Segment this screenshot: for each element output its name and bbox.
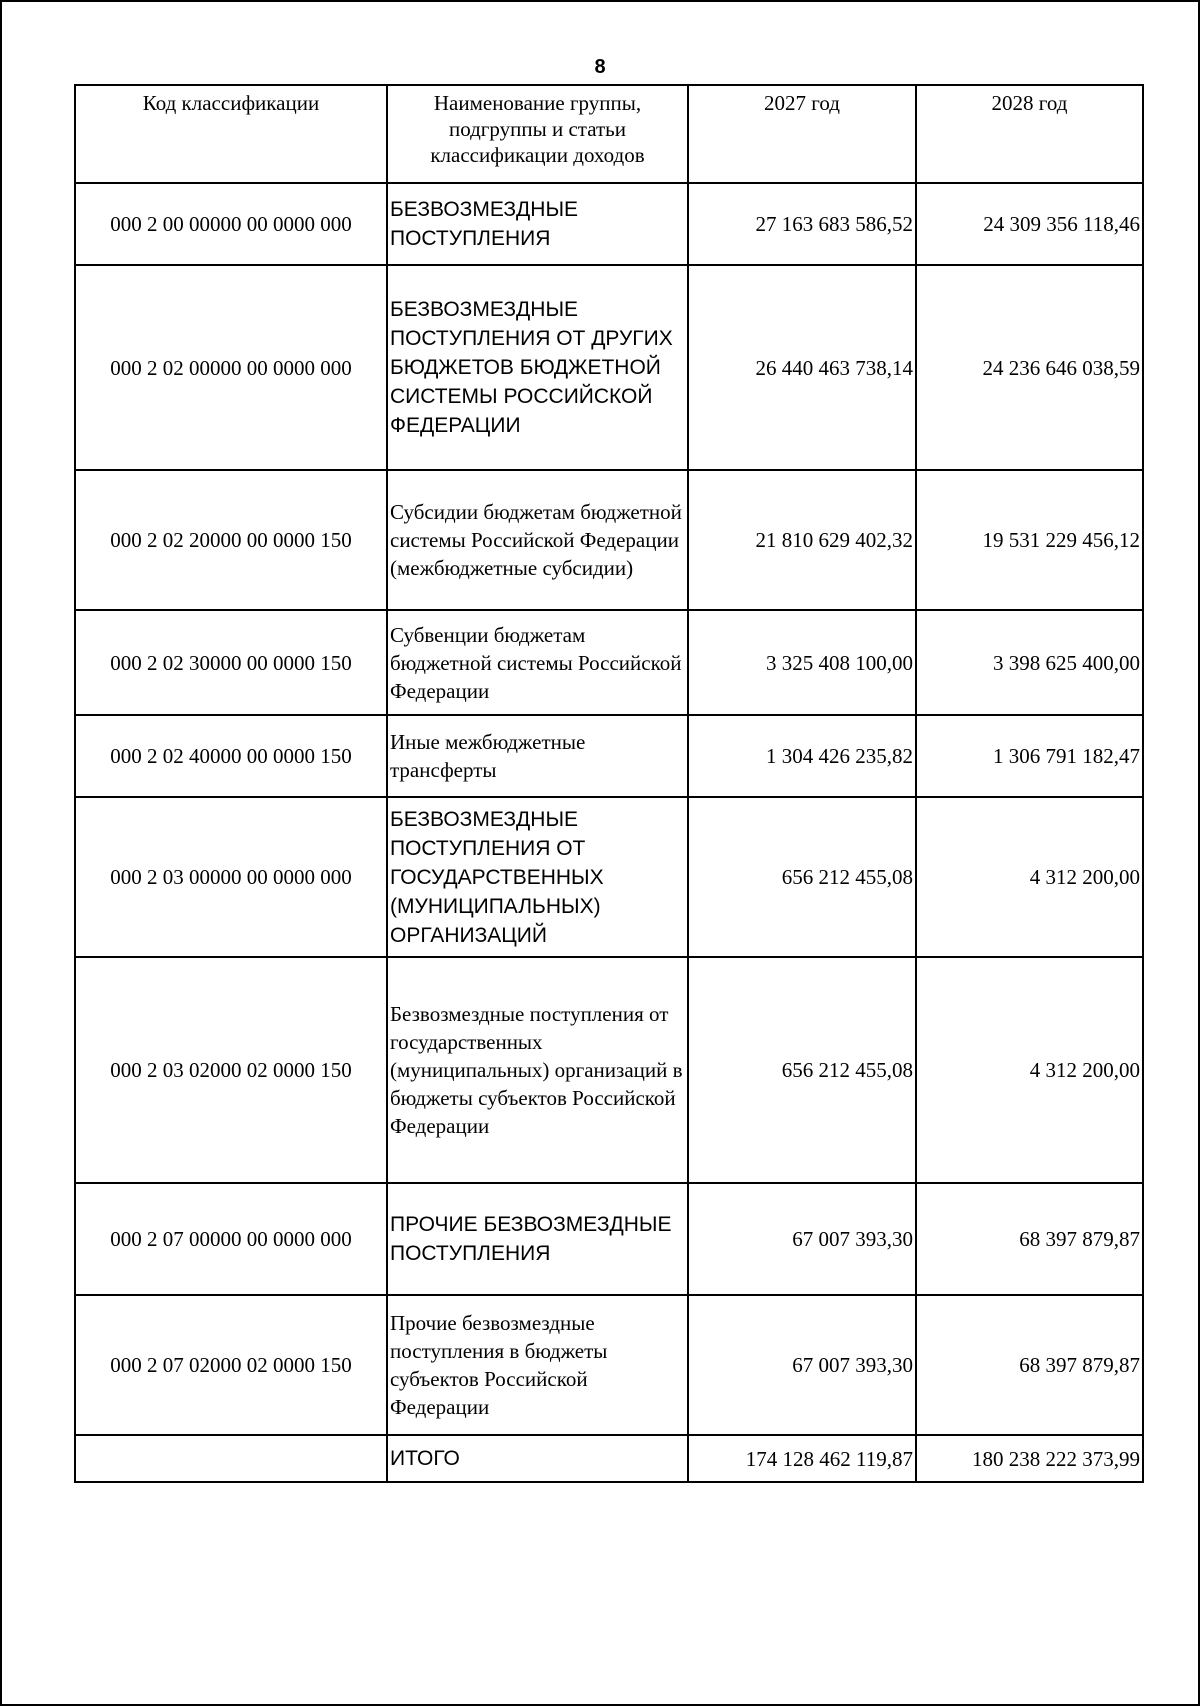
row-amount-2028: 3 398 625 400,00 xyxy=(916,610,1143,715)
row-amount-2027: 656 212 455,08 xyxy=(688,797,916,957)
row-name: Безвозмездные поступления от государственных (муниципальных) организаций в бюджеты субъектов Российской Федерации xyxy=(387,957,688,1183)
row-code: 000 2 02 30000 00 0000 150 xyxy=(75,610,387,715)
row-amount-2027: 26 440 463 738,14 xyxy=(688,265,916,470)
header-year-2028: 2028 год xyxy=(916,85,1143,183)
row-code: 000 2 02 20000 00 0000 150 xyxy=(75,470,387,610)
row-amount-2028: 4 312 200,00 xyxy=(916,797,1143,957)
table-header-row xyxy=(75,85,1143,183)
row-amount-2027: 3 325 408 100,00 xyxy=(688,610,916,715)
table-row xyxy=(75,470,1143,610)
revenue-table xyxy=(74,84,1144,1483)
total-amount-2028: 180 238 222 373,99 xyxy=(916,1435,1143,1482)
row-name: Прочие безвозмездные поступления в бюджеты субъектов Российской Федерации xyxy=(387,1295,688,1435)
row-code: 000 2 07 00000 00 0000 000 xyxy=(75,1183,387,1295)
row-amount-2027: 67 007 393,30 xyxy=(688,1183,916,1295)
row-amount-2027: 656 212 455,08 xyxy=(688,957,916,1183)
row-name: ПРОЧИЕ БЕЗВОЗМЕЗДНЫЕ ПОСТУПЛЕНИЯ xyxy=(387,1183,688,1295)
table-total-row xyxy=(75,1435,1143,1482)
row-amount-2028: 4 312 200,00 xyxy=(916,957,1143,1183)
table-row xyxy=(75,265,1143,470)
row-name: Субвенции бюджетам бюджетной системы Российской Федерации xyxy=(387,610,688,715)
total-code xyxy=(75,1435,387,1482)
header-year-2027: 2027 год xyxy=(688,85,916,183)
row-amount-2028: 68 397 879,87 xyxy=(916,1183,1143,1295)
row-name: Субсидии бюджетам бюджетной системы Российской Федерации (межбюджетные субсидии) xyxy=(387,470,688,610)
row-name: БЕЗВОЗМЕЗДНЫЕ ПОСТУПЛЕНИЯ ОТ ДРУГИХ БЮДЖЕТОВ БЮДЖЕТНОЙ СИСТЕМЫ РОССИЙСКОЙ ФЕДЕРАЦИИ xyxy=(387,265,688,470)
row-code: 000 2 03 00000 00 0000 000 xyxy=(75,797,387,957)
row-amount-2027: 27 163 683 586,52 xyxy=(688,183,916,265)
row-code: 000 2 00 00000 00 0000 000 xyxy=(75,183,387,265)
row-amount-2027: 21 810 629 402,32 xyxy=(688,470,916,610)
row-amount-2028: 1 306 791 182,47 xyxy=(916,715,1143,797)
row-amount-2028: 24 309 356 118,46 xyxy=(916,183,1143,265)
row-code: 000 2 03 02000 02 0000 150 xyxy=(75,957,387,1183)
row-name: БЕЗВОЗМЕЗДНЫЕ ПОСТУПЛЕНИЯ ОТ ГОСУДАРСТВЕННЫХ (МУНИЦИПАЛЬНЫХ) ОРГАНИЗАЦИЙ xyxy=(387,797,688,957)
total-amount-2027: 174 128 462 119,87 xyxy=(688,1435,916,1482)
total-label: ИТОГО xyxy=(387,1435,688,1482)
page-number: 8 xyxy=(594,56,606,78)
header-code: Код классификации xyxy=(75,85,387,183)
row-amount-2027: 1 304 426 235,82 xyxy=(688,715,916,797)
row-name: Иные межбюджетные трансферты xyxy=(387,715,688,797)
row-amount-2028: 68 397 879,87 xyxy=(916,1295,1143,1435)
row-name: БЕЗВОЗМЕЗДНЫЕ ПОСТУПЛЕНИЯ xyxy=(387,183,688,265)
header-name: Наименование группы, подгруппы и статьи классификации доходов xyxy=(387,85,688,183)
table-row xyxy=(75,610,1143,715)
table-row xyxy=(75,797,1143,957)
row-amount-2027: 67 007 393,30 xyxy=(688,1295,916,1435)
table-row xyxy=(75,183,1143,265)
row-code: 000 2 02 40000 00 0000 150 xyxy=(75,715,387,797)
table-row xyxy=(75,957,1143,1183)
table-row xyxy=(75,1295,1143,1435)
table-row xyxy=(75,715,1143,797)
table-row xyxy=(75,1183,1143,1295)
row-code: 000 2 07 02000 02 0000 150 xyxy=(75,1295,387,1435)
row-amount-2028: 24 236 646 038,59 xyxy=(916,265,1143,470)
row-amount-2028: 19 531 229 456,12 xyxy=(916,470,1143,610)
row-code: 000 2 02 00000 00 0000 000 xyxy=(75,265,387,470)
